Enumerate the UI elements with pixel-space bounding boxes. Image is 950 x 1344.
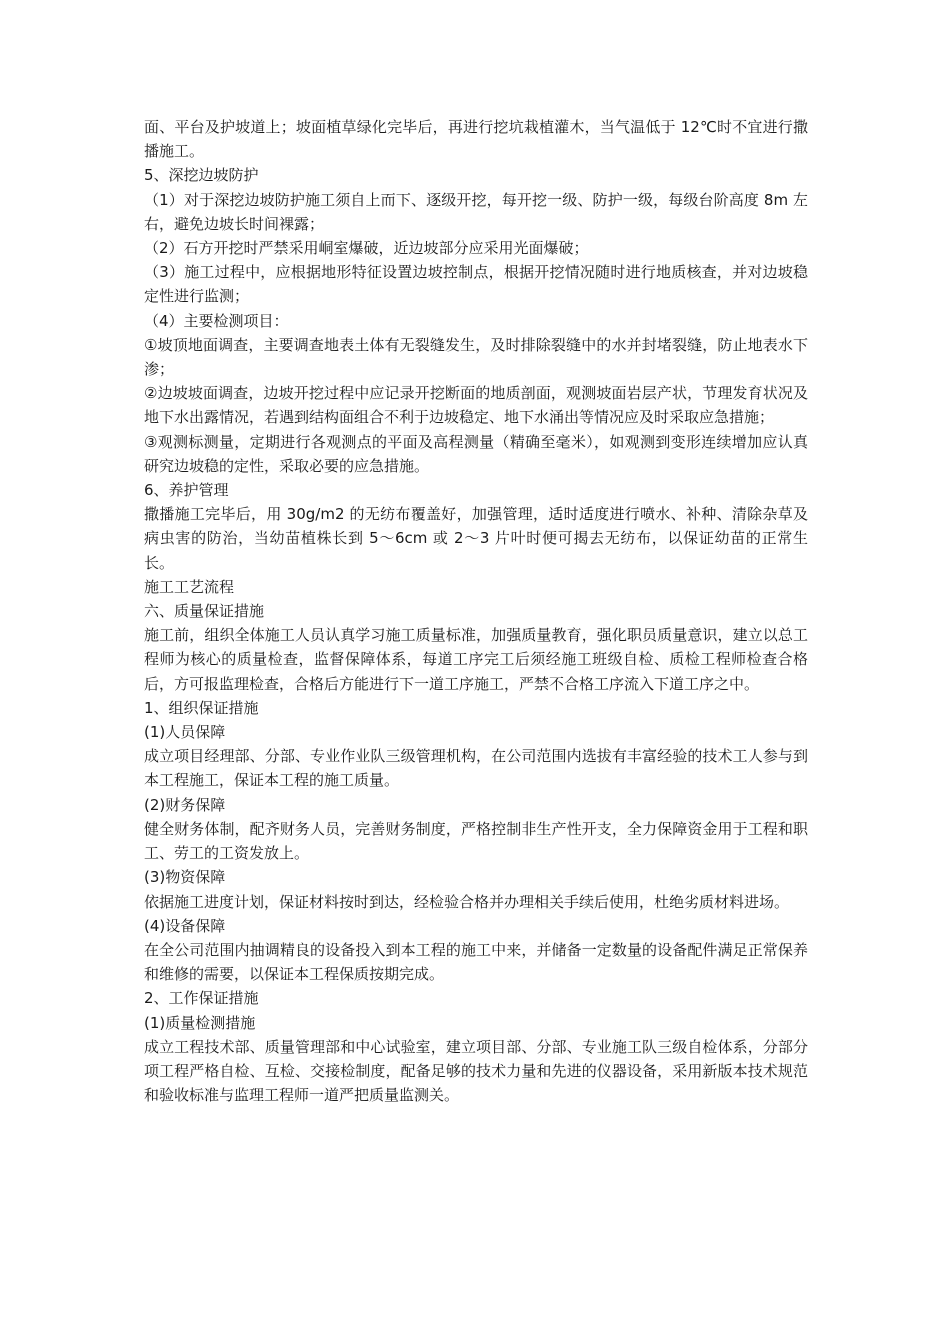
paragraph-inspection-3: ③观测标测量，定期进行各观测点的平面及高程测量（精确至毫米），如观测到变形连续增加应认真研究边坡稳的定性，采取必要的应急措施。 [144, 432, 808, 475]
paragraph-slope-item-2: （2）石方开挖时严禁采用峒室爆破，近边坡部分应采用光面爆破； [144, 239, 589, 258]
heading-organization-measures: 1、组织保证措施 [144, 698, 259, 717]
paragraph-finance: 健全财务体制，配齐财务人员，完善财务制度，严格控制非生产性开支，全力保障资金用于工程和职工、劳工的工资发放上。 [144, 819, 808, 863]
paragraph-equipment: 在全公司范围内抽调精良的设备投入到本工程的施工中来，并储备一定数量的设备配件满足正常保养和维修的需要，以保证本工程保质按期完成。 [144, 940, 808, 984]
paragraph-maintenance: 撒播施工完毕后，用 30g/m2 的无纺布覆盖好，加强管理，适时适度进行喷水、补种、清除杂草及病虫害的防治，当幼苗植株长到 5～6cm 或 2～3 片叶时便可揭去无纺布，以保证幼苗的正常生长。 [144, 505, 808, 572]
paragraph-personnel: 成立项目经理部、分部、专业作业队三级管理机构，在公司范围内选拔有丰富经验的技术工人参与到本工程施工，保证本工程的施工质量。 [144, 747, 808, 790]
heading-maintenance: 6、养护管理 [144, 481, 229, 500]
paragraph-inspection-1: ①坡顶地面调查，主要调查地表土体有无裂缝发生，及时排除裂缝中的水并封堵裂缝，防止地表水下渗； [144, 335, 808, 379]
heading-finance: (2)财务保障 [144, 795, 226, 814]
paragraph-quality-inspection: 成立工程技术部、质量管理部和中心试验室，建立项目部、分部、专业施工队三级自检体系，分部分项工程严格自检、互检、交接检制度，配备足够的技术力量和先进的仪器设备，采用新版本技术规范和验收标准与监理工程师一道严把质量监测关。 [144, 1037, 808, 1105]
heading-work-measures: 2、工作保证措施 [144, 989, 259, 1008]
heading-equipment: (4)设备保障 [144, 916, 226, 935]
paragraph-inspection-2: ②边坡坡面调查，边坡开挖过程中应记录开挖断面的地质剖面，观测坡面岩层产状，节理发育状况及地下水出露情况，若遇到结构面组合不利于边坡稳定、地下水涌出等情况应及时采取应急措施； [144, 384, 808, 427]
heading-process-flow: 施工工艺流程 [144, 577, 235, 596]
paragraph-slope-item-4: （4）主要检测项目： [144, 311, 289, 330]
paragraph-quality-intro: 施工前，组织全体施工人员认真学习施工质量标准，加强质量教育，强化职员质量意识，建立以总工程师为核心的质量检查，监督保障体系，每道工序完工后须经施工班级自检、质检工程师检查合格后，方可报监理检查，合格后方能进行下一道工序施工，严禁不合格工序流入下道工序之中。 [144, 626, 808, 693]
heading-materials: (3)物资保障 [144, 868, 226, 887]
paragraph-materials: 依据施工进度计划，保证材料按时到达，经检验合格并办理相关手续后使用，杜绝劣质材料进场。 [144, 892, 790, 911]
paragraph-planting-continuation: 面、平台及护坡道上；坡面植草绿化完毕后，再进行挖坑栽植灌木，当气温低于 12℃时不宜进行撒播施工。 [144, 118, 808, 161]
heading-quality-inspection: (1)质量检测措施 [144, 1013, 256, 1032]
paragraph-slope-item-3: （3）施工过程中，应根据地形特征设置边坡控制点，根据开挖情况随时进行地质核查，并对边坡稳定性进行监测； [144, 263, 808, 306]
document-body [144, 115, 808, 1107]
heading-quality-assurance: 六、质量保证措施 [144, 602, 265, 621]
heading-personnel: (1)人员保障 [144, 723, 226, 742]
heading-deep-slope-protection: 5、深挖边坡防护 [144, 166, 259, 185]
paragraph-slope-item-1: （1）对于深挖边坡防护施工须自上而下、逐级开挖，每开挖一级、防护一级，每级台阶高度 8m 左右，避免边坡长时间裸露； [144, 190, 808, 233]
